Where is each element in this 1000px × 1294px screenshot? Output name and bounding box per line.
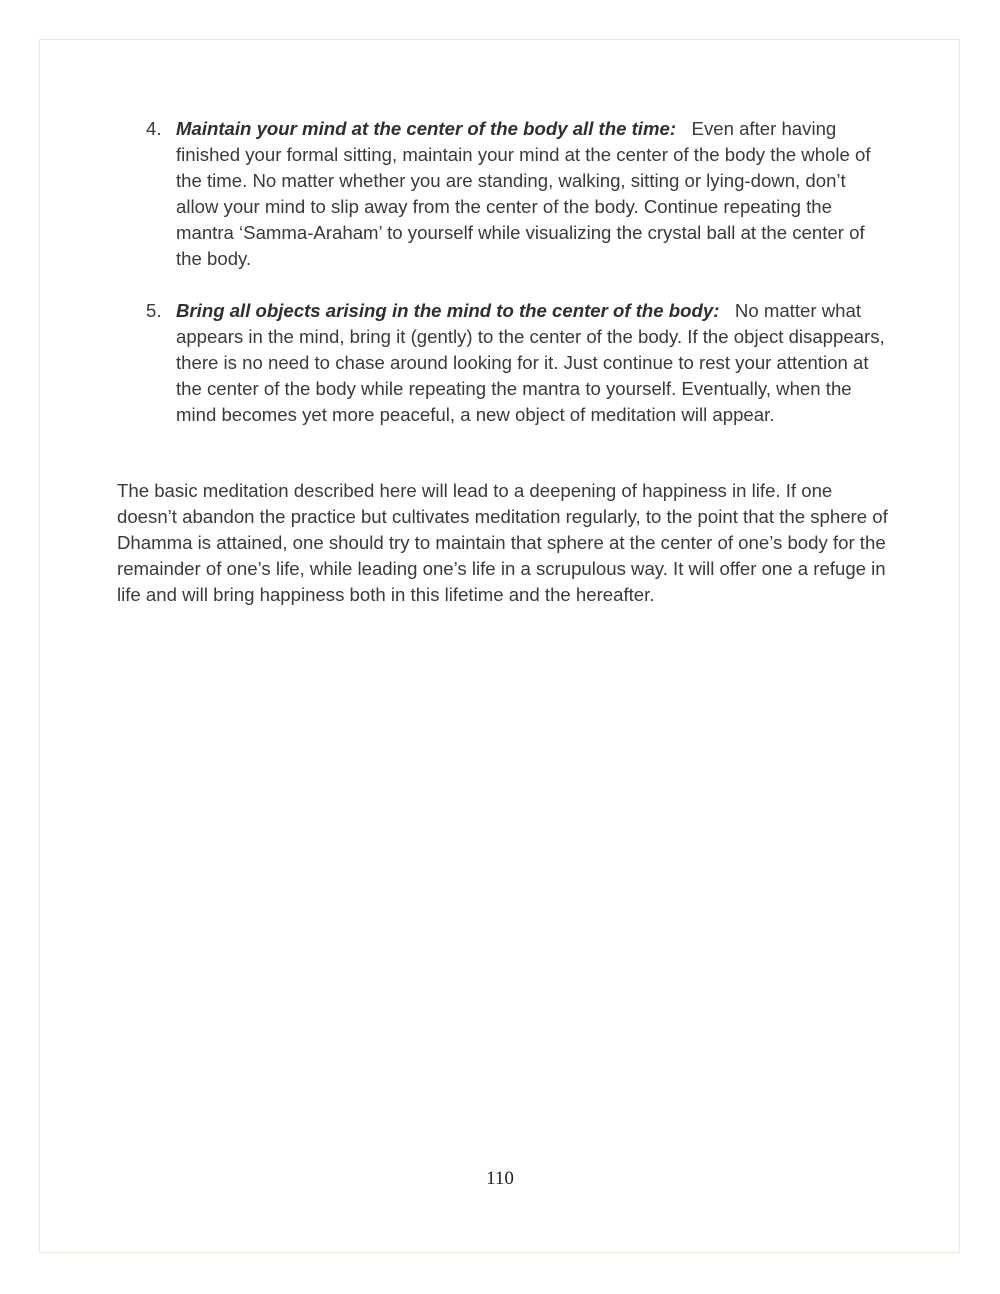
list-item-number: 5. <box>146 300 162 321</box>
list-item-heading: Maintain your mind at the center of the body all the time: <box>176 118 677 139</box>
list-item-body: Even after having finished your formal sitting, maintain your mind at the center of the body the whole of the time. No matter whether you are standing, walking, sitting or lying-down, don’t allow your mind to slip away from the center of the body. Continue repeating the mantra ‘Samma-Araham’ to yourself while visualizing the crystal ball at the center of the body. <box>176 118 871 269</box>
numbered-instruction-list <box>146 116 886 454</box>
closing-paragraph: The basic meditation described here will lead to a deepening of happiness in life. If one doesn’t abandon the practice but cultivates meditation regularly, to the point that the sphere of Dhamma is attained, one should try to maintain that sphere at the center of one’s body for the remainder of one’s life, while leading one’s life in a scrupulous way. It will offer one a refuge in life and will bring happiness both in this lifetime and the hereafter. <box>117 480 888 605</box>
list-item-heading: Bring all objects arising in the mind to the center of the body: <box>176 300 720 321</box>
list-item-4 <box>146 116 886 272</box>
list-item-number: 4. <box>146 118 162 139</box>
page-number: 110 <box>486 1168 514 1189</box>
list-item-body: No matter what appears in the mind, bring it (gently) to the center of the body. If the object disappears, there is no need to chase around looking for it. Just continue to rest your attention at the center of the body while repeating the mantra to yourself. Eventually, when the mind becomes yet more peaceful, a new object of meditation will appear. <box>176 300 885 425</box>
list-item-5 <box>146 298 886 428</box>
